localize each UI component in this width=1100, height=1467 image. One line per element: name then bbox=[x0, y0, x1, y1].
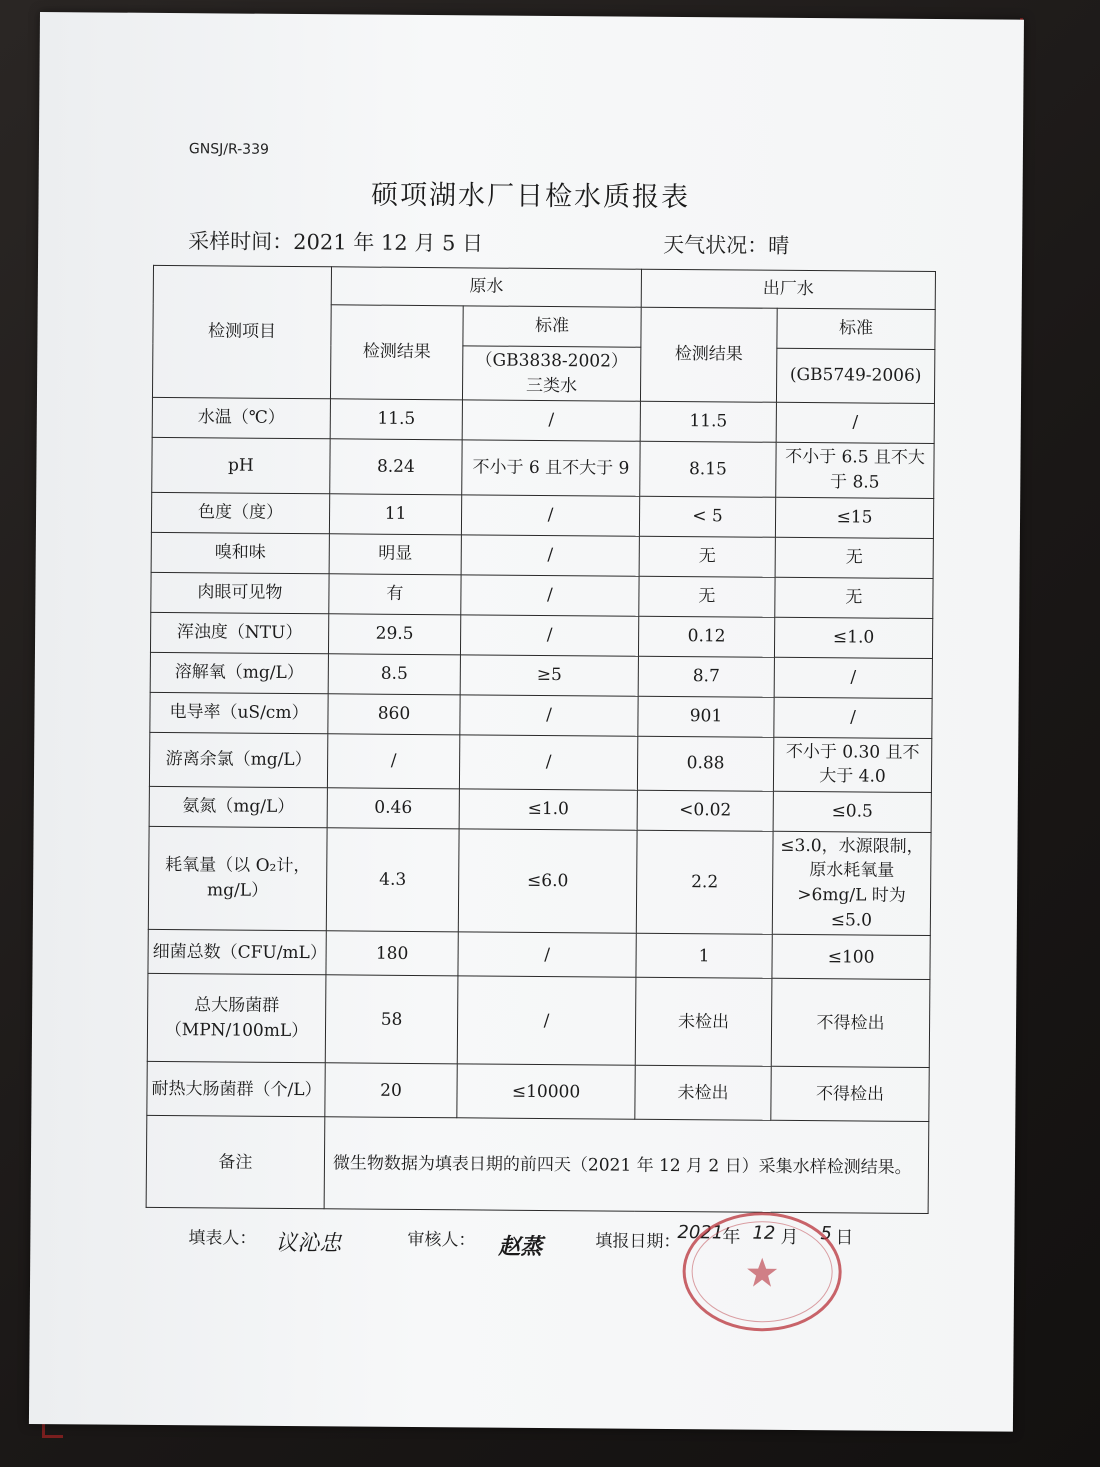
cell-item: 电导率（uS/cm） bbox=[150, 692, 328, 733]
cell-raw-standard: 不小于 6 且不大于 9 bbox=[462, 440, 640, 496]
cell-out-standard: 不小于 6.5 且不大于 8.5 bbox=[776, 443, 934, 499]
cell-item: 氨氮（mg/L） bbox=[149, 786, 327, 827]
cell-out-result: 8.15 bbox=[640, 442, 776, 497]
header-out-standard: 标准 bbox=[777, 308, 935, 349]
header-raw: 原水 bbox=[331, 267, 641, 307]
table-row bbox=[148, 930, 930, 980]
cell-raw-result: 11 bbox=[329, 493, 461, 534]
table-row bbox=[152, 398, 934, 444]
cell-out-standard: / bbox=[774, 697, 932, 738]
cell-out-result: 8.7 bbox=[638, 656, 774, 697]
date-day: 5 bbox=[820, 1223, 832, 1245]
cell-out-result: <0.02 bbox=[637, 790, 773, 831]
cell-raw-standard: ≥5 bbox=[460, 654, 638, 695]
cell-out-standard: ≤15 bbox=[775, 497, 933, 538]
cell-raw-standard: / bbox=[459, 734, 637, 790]
cell-out-standard: ≤3.0，水源限制，原水耗氧量>6mg/L 时为≤5.0 bbox=[772, 831, 931, 936]
remark-text: 微生物数据为填表日期的前四天（2021 年 12 月 2 日）采集水样检测结果。 bbox=[324, 1117, 929, 1214]
cell-raw-result: 有 bbox=[329, 573, 461, 614]
cell-item: 肉眼可见物 bbox=[151, 572, 329, 613]
cell-item: 嗅和味 bbox=[151, 532, 329, 573]
cell-out-result: 无 bbox=[639, 536, 775, 577]
table-row bbox=[151, 532, 933, 578]
table-row bbox=[149, 786, 931, 832]
cell-out-standard: 不得检出 bbox=[771, 1067, 929, 1122]
cell-out-standard: / bbox=[774, 657, 932, 698]
cell-raw-result: 8.24 bbox=[330, 439, 462, 494]
cell-out-result: 1 bbox=[636, 934, 772, 979]
cell-raw-result: / bbox=[327, 733, 459, 788]
header-item: 检测项目 bbox=[152, 265, 331, 399]
table-row bbox=[152, 438, 934, 498]
cell-item: 游离余氯（mg/L） bbox=[149, 732, 327, 788]
cell-raw-standard: / bbox=[457, 976, 636, 1065]
cell-raw-result: 0.46 bbox=[327, 788, 459, 829]
cell-raw-result: 20 bbox=[325, 1063, 457, 1118]
table-row bbox=[151, 572, 933, 618]
cell-out-standard: 不小于 0.30 且不大于 4.0 bbox=[773, 737, 931, 793]
cell-out-result: 2.2 bbox=[636, 830, 773, 935]
cell-out-result: < 5 bbox=[639, 496, 775, 537]
cell-out-standard: ≤0.5 bbox=[773, 791, 931, 832]
document-title: 硕项湖水厂日检水质报表 bbox=[370, 179, 691, 214]
cell-raw-result: 58 bbox=[325, 975, 458, 1064]
raw-std-class: 三类水 bbox=[526, 375, 578, 396]
cell-out-standard: ≤100 bbox=[772, 935, 930, 980]
cell-item: 耐热大肠菌群（个/L） bbox=[147, 1062, 325, 1117]
cell-item: 浑浊度（NTU） bbox=[150, 612, 328, 653]
table-row bbox=[147, 1062, 929, 1122]
cell-item: 色度（度） bbox=[151, 492, 329, 533]
header-out-result: 检测结果 bbox=[640, 307, 777, 402]
cell-out-result: 11.5 bbox=[640, 402, 776, 443]
header-raw-standard: 标准 bbox=[463, 306, 641, 347]
cell-out-result: 0.88 bbox=[637, 736, 773, 791]
cell-out-result: 无 bbox=[639, 576, 775, 617]
cell-raw-standard: / bbox=[461, 574, 639, 615]
table-row bbox=[148, 826, 931, 936]
cell-out-standard: / bbox=[776, 403, 934, 444]
cell-raw-standard: / bbox=[461, 494, 639, 535]
cell-raw-standard: / bbox=[460, 614, 638, 655]
cell-out-result: 0.12 bbox=[638, 616, 774, 657]
reviewer-label: 审核人： bbox=[407, 1229, 476, 1251]
date-day-unit: 日 bbox=[835, 1227, 854, 1249]
official-seal-stamp bbox=[680, 1209, 846, 1335]
cell-item: 总大肠菌群（MPN/100mL） bbox=[147, 974, 326, 1063]
remark-label: 备注 bbox=[146, 1116, 325, 1209]
date-year-unit: 年 bbox=[722, 1226, 741, 1248]
cell-raw-standard: ≤1.0 bbox=[459, 789, 637, 830]
date-year: 2021 bbox=[677, 1222, 724, 1244]
date-month: 12 bbox=[752, 1222, 776, 1244]
cell-out-result: 未检出 bbox=[635, 978, 772, 1067]
filler-signature: 议沁忠 bbox=[275, 1230, 342, 1257]
header-out-std-code: (GB5749-2006) bbox=[776, 348, 934, 404]
table-row bbox=[147, 974, 930, 1068]
cell-item: 溶解氧（mg/L） bbox=[150, 652, 328, 693]
cell-raw-result: 860 bbox=[328, 693, 460, 734]
cell-item: 细菌总数（CFU/mL） bbox=[148, 930, 326, 975]
date-label: 填报日期： bbox=[595, 1231, 681, 1253]
cell-raw-standard: ≤6.0 bbox=[458, 829, 637, 934]
water-quality-table bbox=[146, 265, 936, 1215]
filler-label: 填表人： bbox=[188, 1228, 257, 1249]
header-raw-result: 检测结果 bbox=[330, 305, 463, 400]
table-row bbox=[150, 612, 932, 658]
cell-raw-standard: / bbox=[462, 400, 640, 441]
cell-item: 耗氧量（以 O₂计，mg/L） bbox=[148, 826, 327, 931]
cell-out-standard: ≤1.0 bbox=[774, 617, 932, 658]
reviewer-signature: 赵蒸 bbox=[498, 1233, 543, 1260]
cell-item: pH bbox=[152, 438, 330, 494]
report-paper bbox=[29, 12, 1024, 1432]
date-month-unit: 月 bbox=[780, 1226, 799, 1248]
document-code: GNSJ/R-339 bbox=[188, 141, 269, 158]
cell-out-result: 未检出 bbox=[635, 1066, 771, 1121]
cell-raw-result: 29.5 bbox=[328, 613, 460, 654]
remark-row bbox=[146, 1116, 929, 1214]
cell-raw-result: 180 bbox=[326, 931, 458, 976]
cell-raw-standard: ≤10000 bbox=[457, 1064, 635, 1119]
table-row bbox=[150, 652, 932, 698]
cell-out-standard: 无 bbox=[775, 537, 933, 578]
weather: 天气状况：晴 bbox=[663, 232, 790, 258]
cell-raw-result: 8.5 bbox=[328, 653, 460, 694]
cell-raw-standard: / bbox=[458, 932, 636, 977]
table-row bbox=[151, 492, 933, 538]
header-raw-std-code bbox=[462, 346, 640, 402]
cell-out-standard: 不得检出 bbox=[771, 979, 930, 1068]
cell-raw-result: 4.3 bbox=[326, 828, 459, 933]
cell-raw-standard: / bbox=[461, 534, 639, 575]
cell-item: 水温（℃） bbox=[152, 398, 330, 439]
table-row bbox=[150, 692, 932, 738]
raw-std-code: （GB3838-2002） bbox=[475, 350, 629, 372]
cell-raw-standard: / bbox=[460, 694, 638, 735]
cell-out-standard: 无 bbox=[775, 577, 933, 618]
header-out: 出厂水 bbox=[641, 269, 935, 309]
cell-raw-result: 11.5 bbox=[330, 399, 462, 440]
table-row bbox=[149, 732, 931, 792]
cell-out-result: 901 bbox=[638, 696, 774, 737]
sampling-time: 采样时间：2021 年 12 月 5 日 bbox=[188, 229, 484, 256]
cell-raw-result: 明显 bbox=[329, 533, 461, 574]
